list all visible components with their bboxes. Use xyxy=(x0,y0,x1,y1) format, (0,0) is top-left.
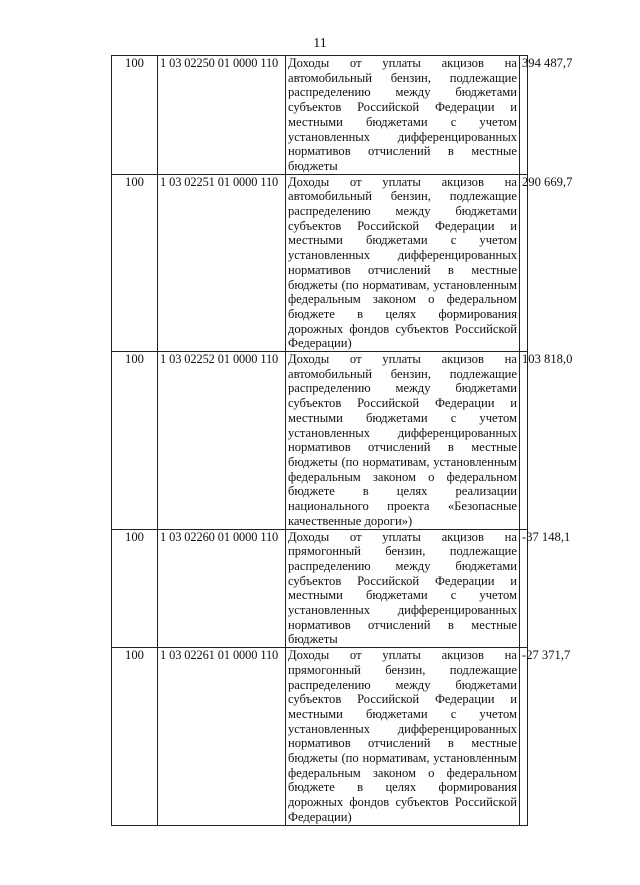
page-number: 11 xyxy=(313,36,327,51)
description-cell: Доходы от уплаты акцизов на автомобильный бензин, подлежащие распределению между бюджетами субъектов Российской Федерации и местными бюджетами с учетом установленных дифференцированных нормативов отчислений в местные бюджеты (по нормативам, установленным федеральным законом о федеральном бюджете в целях формирования дорожных фондов субъектов Российской Федерации) xyxy=(286,174,520,351)
kbk-cell: 1 03 02251 01 0000 110 xyxy=(158,174,286,351)
kbk-cell: 1 03 02261 01 0000 110 xyxy=(158,648,286,825)
description-cell: Доходы от уплаты акцизов на прямогонный бензин, подлежащие распределению между бюджетами субъектов Российской Федерации и местными бюджетами с учетом установленных дифференцированных нормативов отчислений в местные бюджеты (по нормативам, установленным федеральным законом о федеральном бюджете в целях формирования дорожных фондов субъектов Российской Федерации) xyxy=(286,648,520,825)
table-row xyxy=(112,352,528,529)
amount-cell: -27 371,7 xyxy=(520,648,528,825)
amount-cell: 394 487,7 xyxy=(520,56,528,175)
admin-code-cell: 100 xyxy=(112,648,158,825)
amount-cell: 103 818,0 xyxy=(520,352,528,529)
admin-code-cell: 100 xyxy=(112,56,158,175)
table-row xyxy=(112,56,528,175)
kbk-cell: 1 03 02252 01 0000 110 xyxy=(158,352,286,529)
admin-code-cell: 100 xyxy=(112,529,158,648)
description-cell: Доходы от уплаты акцизов на автомобильный бензин, подлежащие распределению между бюджетами субъектов Российской Федерации и местными бюджетами с учетом установленных дифференцированных нормативов отчислений в местные бюджеты xyxy=(286,56,520,175)
admin-code-cell: 100 xyxy=(112,174,158,351)
description-cell: Доходы от уплаты акцизов на автомобильный бензин, подлежащие распределению между бюджетами субъектов Российской Федерации и местными бюджетами с учетом установленных дифференцированных нормативов отчислений в местные бюджеты (по нормативам, установленным федеральным законом о федеральном бюджете в целях реализации национального проекта «Безопасные качественные дороги») xyxy=(286,352,520,529)
kbk-cell: 1 03 02250 01 0000 110 xyxy=(158,56,286,175)
amount-cell: -37 148,1 xyxy=(520,529,528,648)
admin-code-cell: 100 xyxy=(112,352,158,529)
table-row xyxy=(112,648,528,825)
table-row xyxy=(112,174,528,351)
revenue-table xyxy=(111,55,573,826)
table-row xyxy=(112,529,528,648)
kbk-cell: 1 03 02260 01 0000 110 xyxy=(158,529,286,648)
amount-cell: 290 669,7 xyxy=(520,174,528,351)
description-cell: Доходы от уплаты акцизов на прямогонный бензин, подлежащие распределению между бюджетами субъектов Российской Федерации и местными бюджетами с учетом установленных дифференцированных нормативов отчислений в местные бюджеты xyxy=(286,529,520,648)
